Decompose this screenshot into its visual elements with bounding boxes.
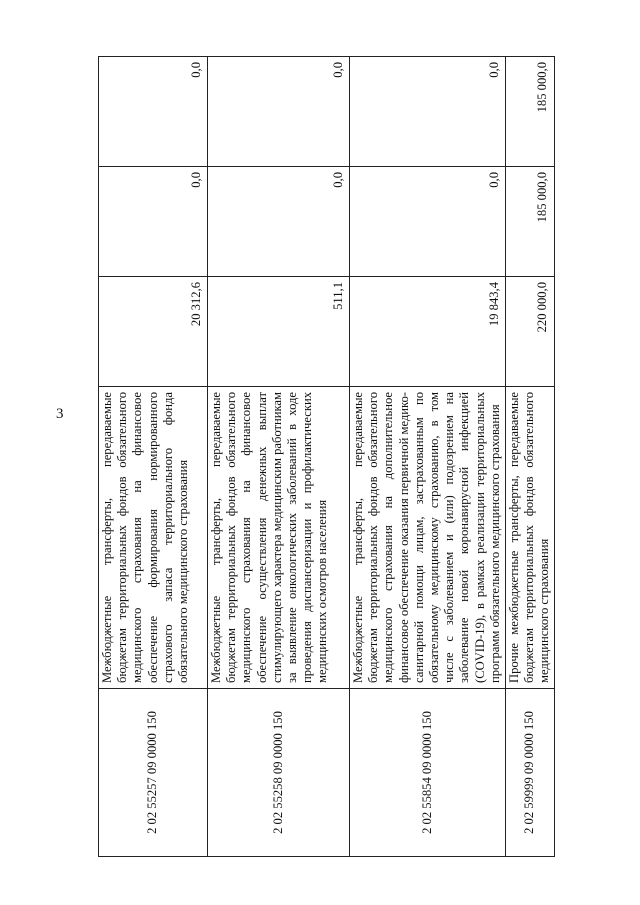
description-cell: Межбюджетные трансферты, передаваемые бюджетам территориальных фондов обязательного медицинского страхования на дополнительное финансовое обеспечение оказания первичной медико-санитарной помощи лицам, застрахованным по обязательному медицинскому страхованию, в том числе с заболеванием и (или) подозрением на заболевание новой коронавирусной инфекцией (COVID-19), в рамках реализации территориальных программ обязательного медицинского страхования: [350, 387, 506, 689]
table-row: [350, 57, 506, 857]
table-row: [208, 57, 350, 857]
page-number: 3: [56, 406, 64, 422]
description-cell: Межбюджетные трансферты, передаваемые бюджетам территориальных фондов обязательного медицинского страхования на финансовое обеспечение осуществления денежных выплат стимулирующего характера медицинским работникам за выявление онкологических заболеваний в ходе проведения диспансеризации и профилактических медицинских осмотров населения: [208, 387, 350, 689]
amount-year1-cell: 20 312,6: [99, 277, 208, 387]
description-cell: Межбюджетные трансферты, передаваемые бюджетам территориальных фондов обязательного медицинского страхования на финансовое обеспечение формирования нормированного страхового запаса территориального фонда обязательного медицинского страхования: [99, 387, 208, 689]
rotated-table-container: [98, 57, 552, 857]
description-cell: Прочие межбюджетные трансферты, передаваемые бюджетам территориальных фондов обязательного медицинского страхования: [506, 387, 555, 689]
amount-year3-cell: 0,0: [208, 57, 350, 167]
amount-year3-cell: 0,0: [99, 57, 208, 167]
amount-year3-cell: 0,0: [350, 57, 506, 167]
amount-year3-cell: 185 000,0: [506, 57, 555, 167]
amount-year2-cell: 0,0: [99, 167, 208, 277]
amount-year1-cell: 19 843,4: [350, 277, 506, 387]
budget-code-cell: 2 02 55257 09 0000 150: [99, 689, 208, 857]
amount-year1-cell: 511,1: [208, 277, 350, 387]
budget-transfers-table: [98, 56, 555, 857]
budget-code-cell: 2 02 59999 09 0000 150: [506, 689, 555, 857]
amount-year2-cell: 0,0: [350, 167, 506, 277]
budget-code-cell: 2 02 55258 09 0000 150: [208, 689, 350, 857]
table-row: [99, 57, 208, 857]
budget-code-cell: 2 02 55854 09 0000 150: [350, 689, 506, 857]
amount-year1-cell: 220 000,0: [506, 277, 555, 387]
amount-year2-cell: 185 000,0: [506, 167, 555, 277]
table-row: [506, 57, 555, 857]
amount-year2-cell: 0,0: [208, 167, 350, 277]
